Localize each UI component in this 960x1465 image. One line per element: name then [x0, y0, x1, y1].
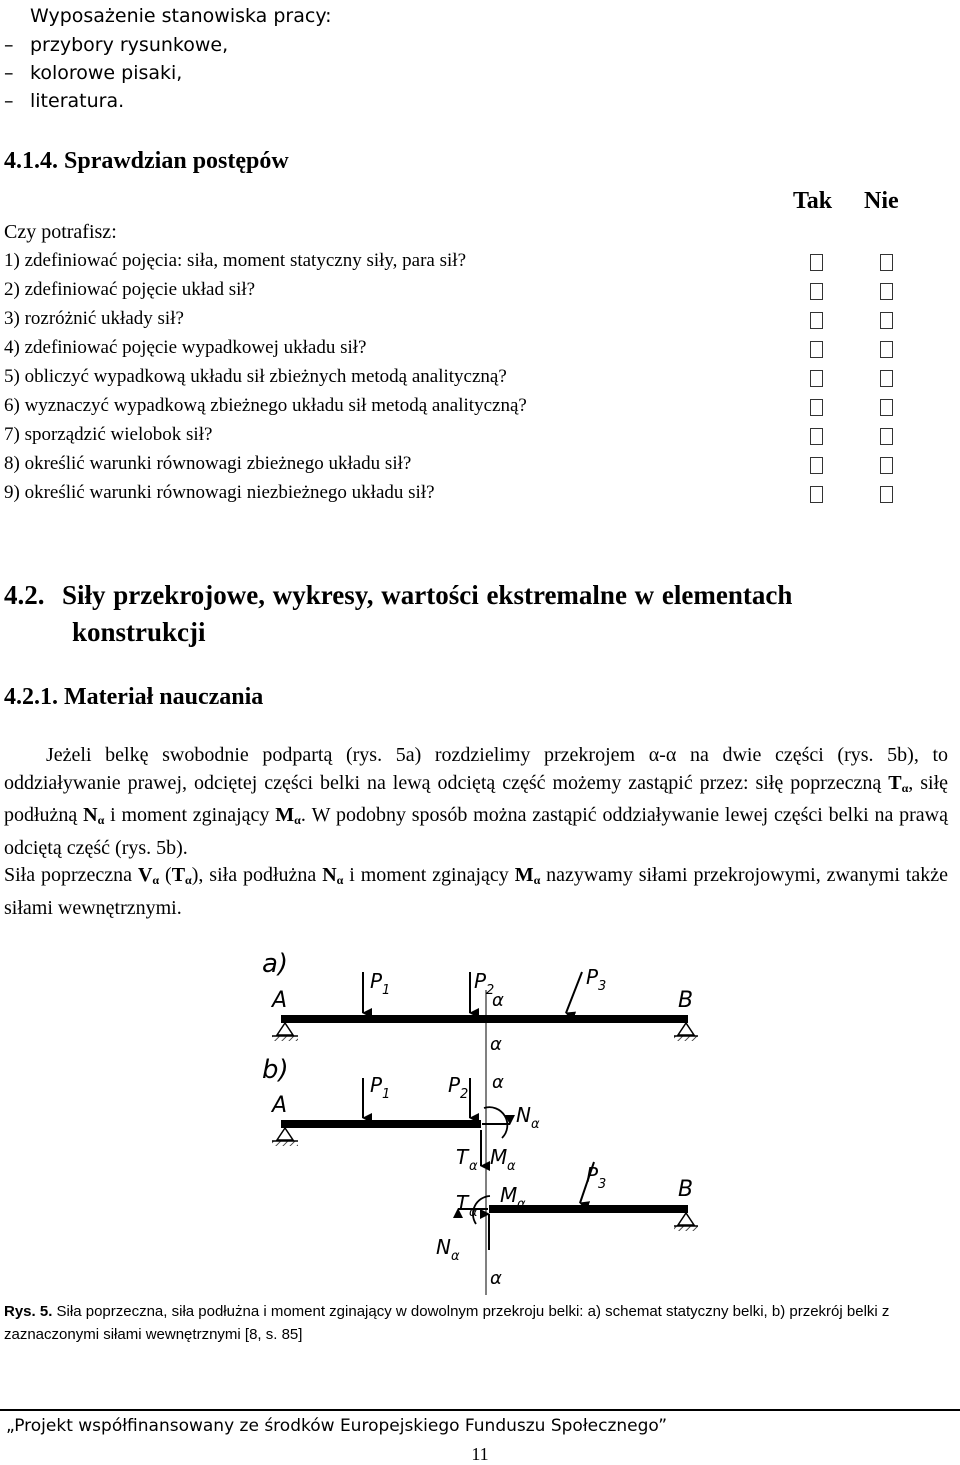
figure-caption	[4, 1300, 954, 1346]
checkbox-yes[interactable]	[810, 312, 823, 329]
checklist-title: 4.1.4. Sprawdzian postępów	[4, 148, 289, 174]
text-run: ), siła podłużna	[191, 864, 323, 886]
section-title-line2: konstrukcji	[72, 617, 206, 647]
moment-subscript: α	[517, 1197, 526, 1212]
checklist-intro: Czy potrafisz:	[4, 221, 117, 243]
normal-force-label: N	[516, 1103, 531, 1127]
checkbox-no[interactable]	[880, 486, 893, 503]
load-P2-subscript: 2	[486, 983, 495, 998]
section-number: 4.2.	[4, 580, 45, 610]
support-B-label: B	[678, 988, 694, 1013]
support-pin-A	[277, 1023, 293, 1035]
subscript-alpha: α	[152, 873, 160, 887]
subscript-alpha: α	[185, 873, 192, 887]
normal-force-subscript: α	[531, 1117, 540, 1132]
checkbox-yes[interactable]	[810, 254, 823, 271]
subscript-alpha: α	[533, 873, 541, 887]
question-row: 7) sporządzić wielobok sił?	[4, 424, 213, 445]
checkbox-yes[interactable]	[810, 457, 823, 474]
checkbox-yes[interactable]	[810, 370, 823, 387]
beam-b-left	[281, 1120, 481, 1128]
question-row: 3) rozróżnić układy sił?	[4, 308, 184, 329]
subsection-title: 4.2.1. Materiał nauczania	[4, 684, 264, 710]
question-row: 4) zdefiniować pojęcie wypadkowej układu sił?	[4, 337, 367, 358]
text-run: Siła poprzeczna	[4, 864, 138, 886]
label-b: b)	[262, 1055, 289, 1085]
moment-arc	[484, 1107, 507, 1138]
normal-force-label: N	[436, 1235, 451, 1259]
shear-force-label: T	[456, 1191, 469, 1215]
equipment-dash-1: –	[4, 34, 14, 56]
question-row: 2) zdefiniować pojęcie układ sił?	[4, 279, 256, 300]
text-run: . W podobny sposób można zastąpić oddziaływanie lewej części belki na prawą odciętą część (rys. 5b).	[4, 804, 948, 859]
load-P3-subscript: 3	[598, 979, 607, 994]
support-roller-B	[678, 1023, 694, 1035]
text-run: Jeżeli belkę swobodnie podpartą (rys. 5a) rozdzielimy przekrojem α-α na dwie części (rys. 5b), to oddziaływanie prawej, odciętej części belki na lewą odciętą część możemy zastąpić przez: siłę poprzeczną	[4, 744, 948, 794]
load-P1-subscript: 1	[382, 983, 391, 998]
checkbox-no[interactable]	[880, 399, 893, 416]
question-row: 1) zdefiniować pojęcia: siła, moment statyczny siły, para sił?	[4, 250, 467, 271]
paragraph-2	[4, 862, 948, 922]
ground-hatch	[674, 1226, 698, 1231]
subscript-alpha: α	[336, 873, 344, 887]
support-roller-B	[678, 1213, 694, 1225]
support-B-label: B	[678, 1177, 694, 1202]
symbol-M: M	[275, 804, 295, 826]
checkbox-no[interactable]	[880, 254, 893, 271]
checkbox-no[interactable]	[880, 370, 893, 387]
load-P1-label: P	[370, 969, 383, 993]
caption-text: Siła poprzeczna, siła podłużna i moment zginający w dowolnym przekroju belki: a) schemat statyczny belki, b) przekrój belki z zaznaczonymi siłami wewnętrznymi [8, s. 85]	[4, 1303, 890, 1343]
load-P3-label: P	[586, 965, 599, 989]
symbol-N: N	[322, 864, 337, 886]
support-A-label: A	[272, 1093, 288, 1118]
load-P2-label: P	[474, 969, 487, 993]
col-header-no: Nie	[864, 188, 899, 214]
shear-force-label: T	[456, 1145, 469, 1169]
checkbox-no[interactable]	[880, 283, 893, 300]
question-row: 9) określić warunki równowagi niezbieżnego układu sił?	[4, 482, 435, 503]
symbol-T: T	[888, 771, 902, 794]
paragraph-1	[4, 742, 948, 862]
section-title-line1: Siły przekrojowe, wykresy, wartości ekstremalne w elementach	[62, 580, 793, 610]
load-P3-arrow	[566, 972, 582, 1013]
text-run: i moment zginający	[104, 804, 276, 826]
question-row: 6) wyznaczyć wypadkową zbieżnego układu sił metodą analityczną?	[4, 395, 527, 416]
subscript-alpha: α	[901, 780, 909, 795]
subscript-alpha: α	[294, 813, 301, 827]
beam-a	[281, 1015, 688, 1023]
load-P3-subscript: 3	[598, 1177, 607, 1192]
load-P1-subscript: 1	[382, 1087, 391, 1102]
equipment-item: kolorowe pisaki,	[30, 62, 183, 84]
equipment-dash-3: –	[4, 90, 14, 112]
checkbox-no[interactable]	[880, 312, 893, 329]
checkbox-no[interactable]	[880, 341, 893, 358]
checkbox-yes[interactable]	[810, 428, 823, 445]
shear-force-subscript: α	[469, 1205, 478, 1220]
question-row: 5) obliczyć wypadkową układu sił zbieżnych metodą analityczną?	[4, 366, 507, 387]
symbol-T: T	[171, 864, 186, 886]
ground-hatch	[272, 1141, 298, 1146]
equipment-item: literatura.	[30, 90, 125, 112]
support-A-label: A	[272, 988, 288, 1013]
checkbox-no[interactable]	[880, 457, 893, 474]
alpha-label: α	[492, 1072, 504, 1093]
load-P2-label: P	[448, 1073, 461, 1097]
checkbox-yes[interactable]	[810, 399, 823, 416]
equipment-dash-2: –	[4, 62, 14, 84]
checkbox-yes[interactable]	[810, 283, 823, 300]
beam-figure	[0, 935, 960, 1300]
col-header-yes: Tak	[793, 188, 833, 214]
ground-hatch	[674, 1036, 698, 1041]
moment-subscript: α	[507, 1159, 516, 1174]
load-P2-subscript: 2	[460, 1087, 469, 1102]
text-run: , siłę podłużną	[4, 771, 948, 826]
symbol-V: V	[137, 864, 153, 886]
symbol-M: M	[514, 864, 534, 886]
load-P3-label: P	[586, 1163, 599, 1187]
equipment-title: Wyposażenie stanowiska pracy:	[30, 5, 332, 27]
alpha-label: α	[490, 1034, 502, 1055]
moment-label: M	[500, 1183, 518, 1207]
alpha-label: α	[492, 990, 504, 1011]
footer-text: „Projekt współfinansowany ze środków Europejskiego Funduszu Społecznego”	[6, 1416, 668, 1436]
moment-label: M	[490, 1145, 508, 1169]
ground-hatch	[272, 1036, 298, 1041]
alpha-label: α	[490, 1268, 502, 1289]
text-run: nazywamy siłami przekrojowymi, zwanymi także siłami wewnętrznymi.	[4, 864, 948, 919]
checkbox-yes[interactable]	[810, 486, 823, 503]
question-row: 8) określić warunki równowagi zbieżnego układu sił?	[4, 453, 412, 474]
text-run: i moment zginający	[343, 864, 515, 886]
checkbox-no[interactable]	[880, 428, 893, 445]
page-number: 11	[471, 1444, 489, 1464]
support-pin-A	[277, 1128, 293, 1140]
shear-force-subscript: α	[469, 1159, 478, 1174]
load-P1-label: P	[370, 1073, 383, 1097]
subscript-alpha: α	[97, 813, 105, 827]
equipment-item: przybory rysunkowe,	[30, 34, 229, 56]
caption-label: Rys. 5.	[4, 1303, 53, 1320]
checkbox-yes[interactable]	[810, 341, 823, 358]
footer-divider	[0, 1409, 960, 1411]
symbol-N: N	[83, 804, 98, 826]
normal-force-subscript: α	[451, 1249, 460, 1264]
label-a: a)	[262, 949, 289, 979]
body-text	[4, 742, 948, 922]
text-run: (	[159, 864, 172, 886]
